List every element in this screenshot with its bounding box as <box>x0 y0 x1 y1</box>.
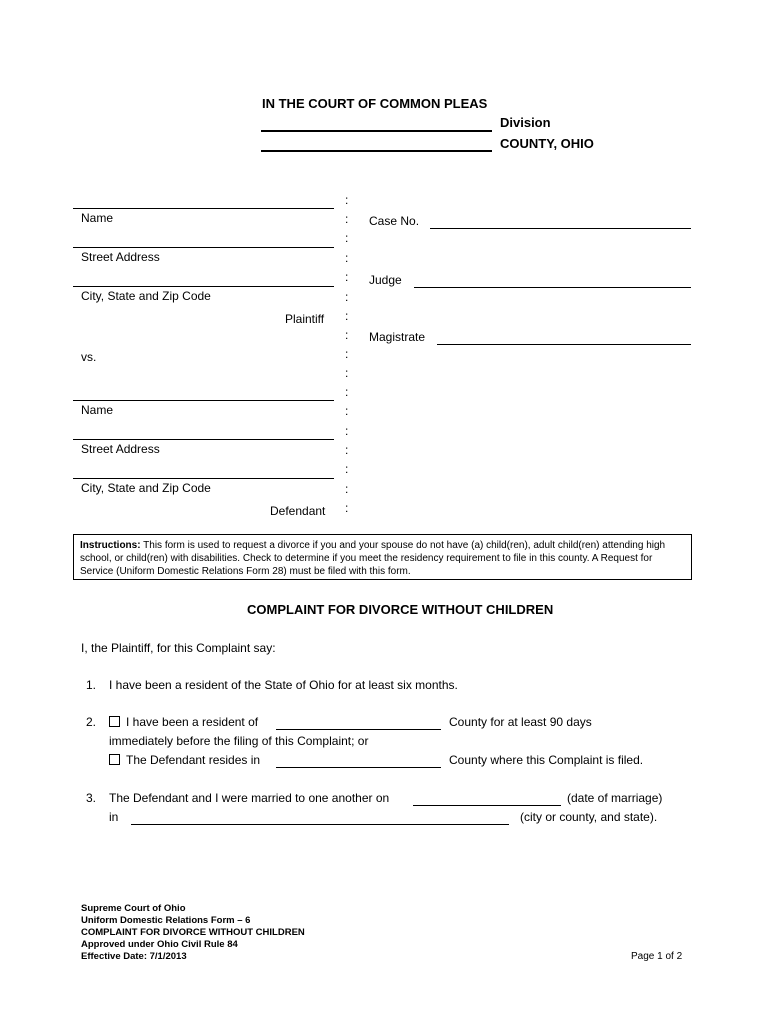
footer-line-1: Supreme Court of Ohio <box>81 903 186 914</box>
plaintiff-role-label: Plaintiff <box>285 312 325 326</box>
division-label: Division <box>500 115 551 130</box>
form-footer <box>81 903 305 963</box>
item-2a-text: I have been a resident of <box>126 715 259 729</box>
defendant-name-label: Name <box>81 403 114 417</box>
item-2b-suffix: County where this Complaint is filed. <box>449 753 644 767</box>
resident-county-field[interactable] <box>276 729 441 730</box>
item-2b-text: The Defendant resides in <box>126 753 261 767</box>
instructions-text: This form is used to request a divorce if you and your spouse do not have (a) child(ren), adult child(ren) attending high school, or child(ren) with disabilities. Check to determine if you meet the residency requirement to file in this county. A Request for Service (Uniform Domestic Relations Form 28) must be filed with this form. <box>80 540 666 577</box>
footer-line-2: Uniform Domestic Relations Form – 6 <box>81 915 251 926</box>
defendant-street-label: Street Address <box>81 442 160 456</box>
item-2a-continuation: immediately before the filing of this Complaint; or <box>109 734 369 748</box>
item-3-number: 3. <box>86 791 97 805</box>
item-3-suffix-2: (city or county, and state). <box>520 810 658 824</box>
item-1-number: 1. <box>86 678 97 692</box>
footer-line-5: Effective Date: 7/1/2013 <box>81 951 187 962</box>
plaintiff-name-label: Name <box>81 211 114 225</box>
footer-line-4: Approved under Ohio Civil Rule 84 <box>81 939 238 950</box>
judge-label: Judge <box>369 273 402 287</box>
division-blank[interactable] <box>261 130 492 132</box>
county-blank[interactable] <box>261 150 492 152</box>
item-1-text: I have been a resident of the State of Ohio for at least six months. <box>109 678 458 692</box>
defendant-street-line[interactable] <box>73 439 334 440</box>
instructions-box <box>73 534 692 580</box>
plaintiff-city-line[interactable] <box>73 286 334 287</box>
defendant-city-label: City, State and Zip Code <box>81 481 211 495</box>
case-no-label: Case No. <box>369 214 420 228</box>
defendant-county-field[interactable] <box>276 767 441 768</box>
item-3-suffix: (date of marriage) <box>567 791 663 805</box>
defendant-role-label: Defendant <box>270 504 326 518</box>
plaintiff-street-line[interactable] <box>73 247 334 248</box>
county-label: COUNTY, OHIO <box>500 136 594 151</box>
vs-label: vs. <box>81 350 97 364</box>
page-number: Page 1 of 2 <box>631 951 683 962</box>
item-3-text: The Defendant and I were married to one another on <box>109 791 390 805</box>
intro-text: I, the Plaintiff, for this Complaint say: <box>81 641 276 655</box>
magistrate-field[interactable] <box>437 344 691 345</box>
defendant-resides-checkbox[interactable] <box>109 754 120 765</box>
case-no-field[interactable] <box>430 228 691 229</box>
item-2a-suffix: County for at least 90 days <box>449 715 592 729</box>
marriage-place-field[interactable] <box>131 824 509 825</box>
item-3-in-label: in <box>109 810 119 824</box>
instructions-label: Instructions: <box>80 540 141 551</box>
defendant-name-line[interactable] <box>73 400 334 401</box>
court-title: IN THE COURT OF COMMON PLEAS <box>262 96 488 111</box>
defendant-city-line[interactable] <box>73 478 334 479</box>
resident-checkbox[interactable] <box>109 716 120 727</box>
magistrate-label: Magistrate <box>369 330 426 344</box>
plaintiff-city-label: City, State and Zip Code <box>81 289 211 303</box>
footer-line-3: COMPLAINT FOR DIVORCE WITHOUT CHILDREN <box>81 927 305 938</box>
judge-field[interactable] <box>414 287 691 288</box>
plaintiff-name-line[interactable] <box>73 208 334 209</box>
plaintiff-street-label: Street Address <box>81 250 160 264</box>
marriage-date-field[interactable] <box>413 805 561 806</box>
complaint-title: COMPLAINT FOR DIVORCE WITHOUT CHILDREN <box>247 602 554 617</box>
item-2-number: 2. <box>86 715 97 729</box>
